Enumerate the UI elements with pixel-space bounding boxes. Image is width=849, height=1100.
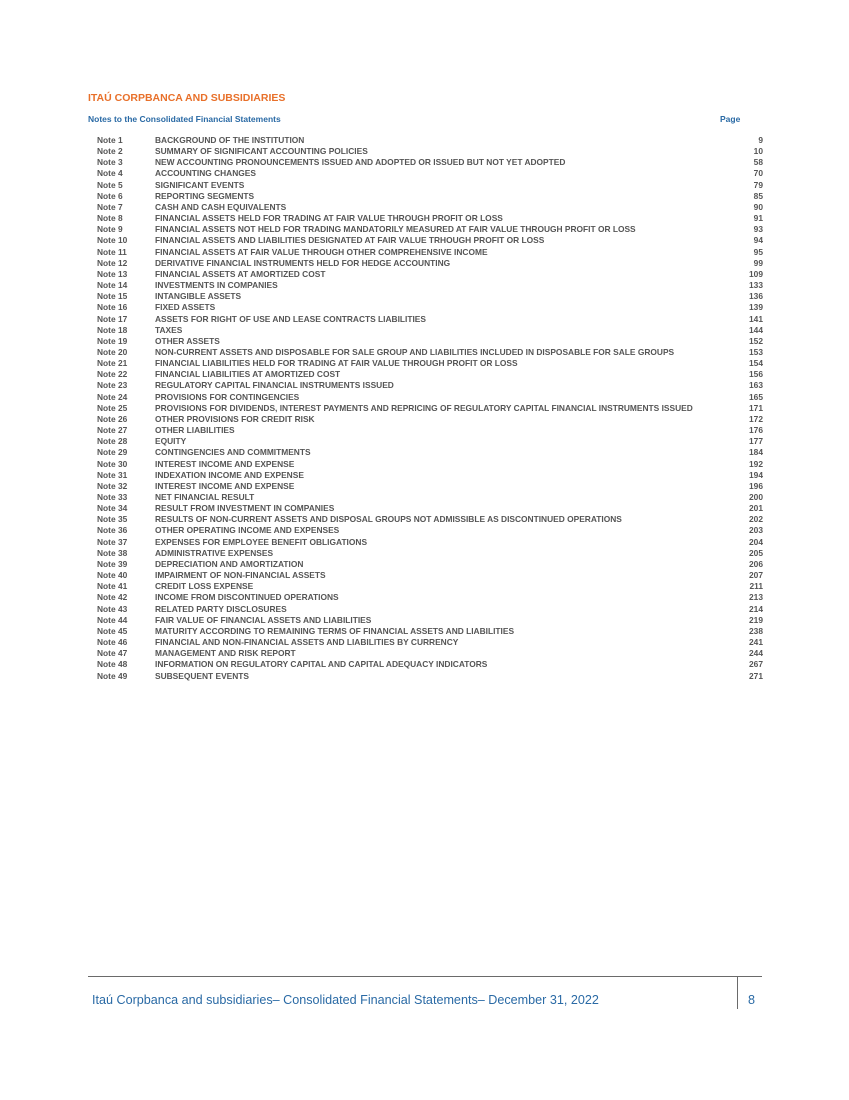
toc-row [97, 224, 763, 235]
note-title: EQUITY [155, 436, 187, 447]
toc-row [97, 325, 763, 336]
note-page: 10 [753, 146, 763, 157]
note-page: 153 [749, 346, 763, 357]
note-page: 79 [753, 179, 763, 190]
note-number: Note 7 [97, 201, 123, 212]
note-page: 192 [749, 458, 763, 469]
note-page: 244 [749, 648, 763, 659]
note-number: Note 9 [97, 224, 123, 235]
toc-row [97, 414, 763, 425]
note-page: 177 [749, 436, 763, 447]
note-title: OTHER OPERATING INCOME AND EXPENSES [155, 525, 340, 536]
footer-vertical-divider [737, 976, 738, 1009]
toc-row [97, 492, 763, 503]
note-number: Note 18 [97, 324, 128, 335]
note-page: 184 [749, 447, 763, 458]
toc-row [97, 168, 763, 179]
note-title: INVESTMENTS IN COMPANIES [155, 280, 278, 291]
note-title: FINANCIAL ASSETS AT FAIR VALUE THROUGH OTHER COMPREHENSIVE INCOME [155, 246, 488, 257]
toc-row [97, 291, 763, 302]
note-title: DEPRECIATION AND AMORTIZATION [155, 558, 304, 569]
toc-row [97, 336, 763, 347]
toc-row [97, 548, 763, 559]
note-number: Note 13 [97, 268, 128, 279]
note-page: 211 [749, 581, 763, 592]
toc-row [97, 626, 763, 637]
note-page: 141 [749, 313, 763, 324]
note-page: 201 [749, 503, 763, 514]
note-number: Note 45 [97, 625, 128, 636]
company-name: ITAÚ CORPBANCA AND SUBSIDIARIES [88, 92, 286, 104]
note-title: FINANCIAL ASSETS HELD FOR TRADING AT FAIR VALUE THROUGH PROFIT OR LOSS [155, 213, 503, 224]
toc-row [97, 447, 763, 458]
note-page: 144 [749, 324, 763, 335]
toc-row [97, 247, 763, 258]
footer-divider [88, 976, 762, 977]
note-number: Note 14 [97, 280, 128, 291]
note-number: Note 35 [97, 514, 128, 525]
footer-page-number: 8 [748, 993, 756, 1007]
note-title: INFORMATION ON REGULATORY CAPITAL AND CAPITAL ADEQUACY INDICATORS [155, 659, 488, 670]
note-title: ADMINISTRATIVE EXPENSES [155, 547, 274, 558]
note-number: Note 17 [97, 313, 128, 324]
note-number: Note 47 [97, 648, 128, 659]
note-title: OTHER PROVISIONS FOR CREDIT RISK [155, 413, 315, 424]
note-page: 133 [749, 280, 763, 291]
toc-row [97, 358, 763, 369]
note-number: Note 39 [97, 558, 128, 569]
note-number: Note 23 [97, 380, 128, 391]
note-title: TAXES [155, 324, 183, 335]
note-title: NON-CURRENT ASSETS AND DISPOSABLE FOR SALE GROUP AND LIABILITIES INCLUDED IN DISPOSABLE FOR SALE GROUPS [155, 346, 675, 357]
toc-row [97, 615, 763, 626]
footer-text: Itaú Corpbanca and subsidiaries– Consolidated Financial Statements– December 31, 2022 [92, 993, 599, 1007]
toc-row [97, 436, 763, 447]
toc-row [97, 403, 763, 414]
note-title: CREDIT LOSS EXPENSE [155, 581, 254, 592]
note-number: Note 5 [97, 179, 123, 190]
note-number: Note 42 [97, 592, 128, 603]
note-number: Note 2 [97, 146, 123, 157]
note-title: RELATED PARTY DISCLOSURES [155, 603, 287, 614]
note-title: FINANCIAL AND NON-FINANCIAL ASSETS AND LIABILITIES BY CURRENCY [155, 637, 459, 648]
toc-row [97, 235, 763, 246]
toc-row [97, 470, 763, 481]
toc-row [97, 425, 763, 436]
toc-row [97, 347, 763, 358]
note-page: 205 [749, 547, 763, 558]
note-number: Note 34 [97, 503, 128, 514]
note-title: FAIR VALUE OF FINANCIAL ASSETS AND LIABILITIES [155, 614, 372, 625]
note-title: SIGNIFICANT EVENTS [155, 179, 245, 190]
note-page: 9 [758, 135, 763, 145]
note-title: PROVISIONS FOR DIVIDENDS, INTEREST PAYMENTS AND REPRICING OF REGULATORY CAPITAL FINANCIAL INSTRUMENTS ISSUED [155, 402, 693, 413]
toc-row [97, 392, 763, 403]
note-title: FINANCIAL ASSETS AT AMORTIZED COST [155, 268, 326, 279]
toc-row [97, 191, 763, 202]
note-title: INTEREST INCOME AND EXPENSE [155, 480, 295, 491]
note-number: Note 37 [97, 536, 128, 547]
note-page: 139 [749, 302, 763, 313]
note-page: 109 [749, 268, 763, 279]
note-number: Note 19 [97, 335, 128, 346]
note-page: 165 [749, 391, 763, 402]
note-title: ASSETS FOR RIGHT OF USE AND LEASE CONTRACTS LIABILITIES [155, 313, 426, 324]
toc-row [97, 380, 763, 391]
toc-row [97, 157, 763, 168]
note-number: Note 8 [97, 213, 123, 224]
note-page: 202 [749, 514, 763, 525]
note-number: Note 41 [97, 581, 128, 592]
toc-row [97, 503, 763, 514]
note-title: INDEXATION INCOME AND EXPENSE [155, 469, 304, 480]
note-title: INTEREST INCOME AND EXPENSE [155, 458, 295, 469]
note-title: NET FINANCIAL RESULT [155, 492, 255, 502]
note-title: FINANCIAL ASSETS NOT HELD FOR TRADING MANDATORILY MEASURED AT FAIR VALUE THROUGH PROFIT OR LOSS [155, 224, 636, 235]
toc-row [97, 537, 763, 548]
note-title: RESULT FROM INVESTMENT IN COMPANIES [155, 503, 335, 514]
note-number: Note 27 [97, 425, 128, 436]
note-number: Note 32 [97, 480, 128, 491]
note-page: 70 [753, 168, 763, 179]
note-page: 271 [749, 670, 763, 681]
note-number: Note 48 [97, 659, 128, 670]
toc-row [97, 135, 763, 146]
note-number: Note 21 [97, 358, 128, 369]
note-page: 94 [753, 235, 763, 246]
note-title: MANAGEMENT AND RISK REPORT [155, 648, 296, 659]
note-page: 90 [753, 201, 763, 212]
note-title: REGULATORY CAPITAL FINANCIAL INSTRUMENTS ISSUED [155, 380, 394, 391]
toc-row [97, 637, 763, 648]
note-page: 91 [753, 213, 763, 224]
section-subtitle: Notes to the Consolidated Financial Statements [88, 114, 281, 124]
note-page: 163 [749, 380, 763, 391]
note-title: FINANCIAL LIABILITIES HELD FOR TRADING AT FAIR VALUE THROUGH PROFIT OR LOSS [155, 358, 518, 369]
note-title: EXPENSES FOR EMPLOYEE BENEFIT OBLIGATIONS [155, 536, 368, 547]
note-page: 85 [753, 190, 763, 201]
note-number: Note 16 [97, 302, 128, 313]
page-column-header: Page [720, 114, 741, 124]
note-number: Note 28 [97, 436, 128, 447]
note-title: OTHER LIABILITIES [155, 425, 235, 436]
note-page: 95 [753, 246, 763, 257]
note-title: RESULTS OF NON-CURRENT ASSETS AND DISPOSAL GROUPS NOT ADMISSIBLE AS DISCONTINUED OPERATIONS [155, 514, 622, 525]
toc-row [97, 302, 763, 313]
toc-row [97, 659, 763, 670]
note-number: Note 26 [97, 413, 128, 424]
note-page: 171 [749, 402, 763, 413]
note-title: FIXED ASSETS [155, 302, 216, 313]
note-title: PROVISIONS FOR CONTINGENCIES [155, 391, 300, 402]
note-title: INTANGIBLE ASSETS [155, 291, 242, 302]
toc-row [97, 581, 763, 592]
note-page: 154 [749, 358, 763, 369]
note-page: 176 [749, 425, 763, 436]
toc-row [97, 648, 763, 659]
note-page: 194 [749, 469, 763, 480]
toc-row [97, 269, 763, 280]
note-page: 207 [749, 570, 763, 581]
toc-row [97, 671, 763, 682]
toc-row [97, 146, 763, 157]
note-number: Note 10 [97, 235, 128, 246]
note-page: 213 [749, 592, 763, 603]
note-page: 206 [749, 558, 763, 569]
note-page: 238 [749, 625, 763, 636]
note-title: SUMMARY OF SIGNIFICANT ACCOUNTING POLICIES [155, 146, 368, 157]
note-title: IMPAIRMENT OF NON-FINANCIAL ASSETS [155, 570, 326, 581]
toc-row [97, 369, 763, 380]
toc-row [97, 180, 763, 191]
note-page: 136 [749, 291, 763, 302]
note-page: 156 [749, 369, 763, 380]
note-number: Note 15 [97, 291, 128, 302]
toc-row [97, 258, 763, 269]
note-page: 196 [749, 480, 763, 491]
note-number: Note 11 [97, 246, 127, 257]
note-number: Note 6 [97, 190, 123, 201]
toc-row [97, 280, 763, 291]
note-number: Note 46 [97, 637, 128, 648]
note-number: Note 43 [97, 603, 128, 614]
note-page: 241 [749, 637, 763, 648]
toc-row [97, 514, 763, 525]
note-title: FINANCIAL LIABILITIES AT AMORTIZED COST [155, 369, 341, 380]
note-page: 58 [753, 157, 763, 168]
note-number: Note 40 [97, 570, 128, 581]
toc-row [97, 213, 763, 224]
toc-row [97, 604, 763, 615]
toc-row [97, 202, 763, 213]
toc-row [97, 314, 763, 325]
note-title: NEW ACCOUNTING PRONOUNCEMENTS ISSUED AND ADOPTED OR ISSUED BUT NOT YET ADOPTED [155, 157, 566, 168]
note-page: 203 [749, 525, 763, 536]
note-title: MATURITY ACCORDING TO REMAINING TERMS OF FINANCIAL ASSETS AND LIABILITIES [155, 625, 515, 636]
note-title: OTHER ASSETS [155, 335, 220, 346]
toc-row [97, 592, 763, 603]
note-title: CONTINGENCIES AND COMMITMENTS [155, 447, 311, 458]
note-number: Note 44 [97, 614, 128, 625]
note-number: Note 4 [97, 168, 123, 179]
note-number: Note 36 [97, 525, 128, 536]
toc-row [97, 559, 763, 570]
note-title: DERIVATIVE FINANCIAL INSTRUMENTS HELD FOR HEDGE ACCOUNTING [155, 257, 451, 268]
note-number: Note 25 [97, 402, 128, 413]
note-number: Note 1 [97, 135, 123, 145]
note-number: Note 30 [97, 458, 128, 469]
note-title: INCOME FROM DISCONTINUED OPERATIONS [155, 592, 339, 603]
note-page: 99 [753, 257, 763, 268]
note-number: Note 49 [97, 670, 128, 681]
note-number: Note 33 [97, 492, 128, 502]
toc-row [97, 481, 763, 492]
note-page: 214 [749, 603, 763, 614]
note-page: 204 [749, 536, 763, 547]
toc-row [97, 525, 763, 536]
toc-row [97, 570, 763, 581]
note-page: 267 [749, 659, 763, 670]
note-number: Note 24 [97, 391, 128, 402]
note-page: 93 [753, 224, 763, 235]
note-number: Note 3 [97, 157, 123, 168]
note-number: Note 38 [97, 547, 128, 558]
note-number: Note 22 [97, 369, 128, 380]
note-page: 219 [749, 614, 763, 625]
note-number: Note 29 [97, 447, 128, 458]
note-number: Note 12 [97, 257, 128, 268]
note-title: CASH AND CASH EQUIVALENTS [155, 201, 287, 212]
note-title: ACCOUNTING CHANGES [155, 168, 256, 179]
note-page: 200 [749, 492, 763, 502]
note-title: SUBSEQUENT EVENTS [155, 670, 250, 681]
notes-table-of-contents [97, 135, 763, 682]
note-number: Note 31 [97, 469, 128, 480]
note-title: FINANCIAL ASSETS AND LIABILITIES DESIGNATED AT FAIR VALUE TRHOUGH PROFIT OR LOSS [155, 235, 545, 246]
note-page: 172 [749, 413, 763, 424]
toc-row [97, 459, 763, 470]
note-title: BACKGROUND OF THE INSTITUTION [155, 135, 305, 145]
note-page: 152 [749, 335, 763, 346]
note-number: Note 20 [97, 346, 128, 357]
note-title: REPORTING SEGMENTS [155, 190, 255, 201]
